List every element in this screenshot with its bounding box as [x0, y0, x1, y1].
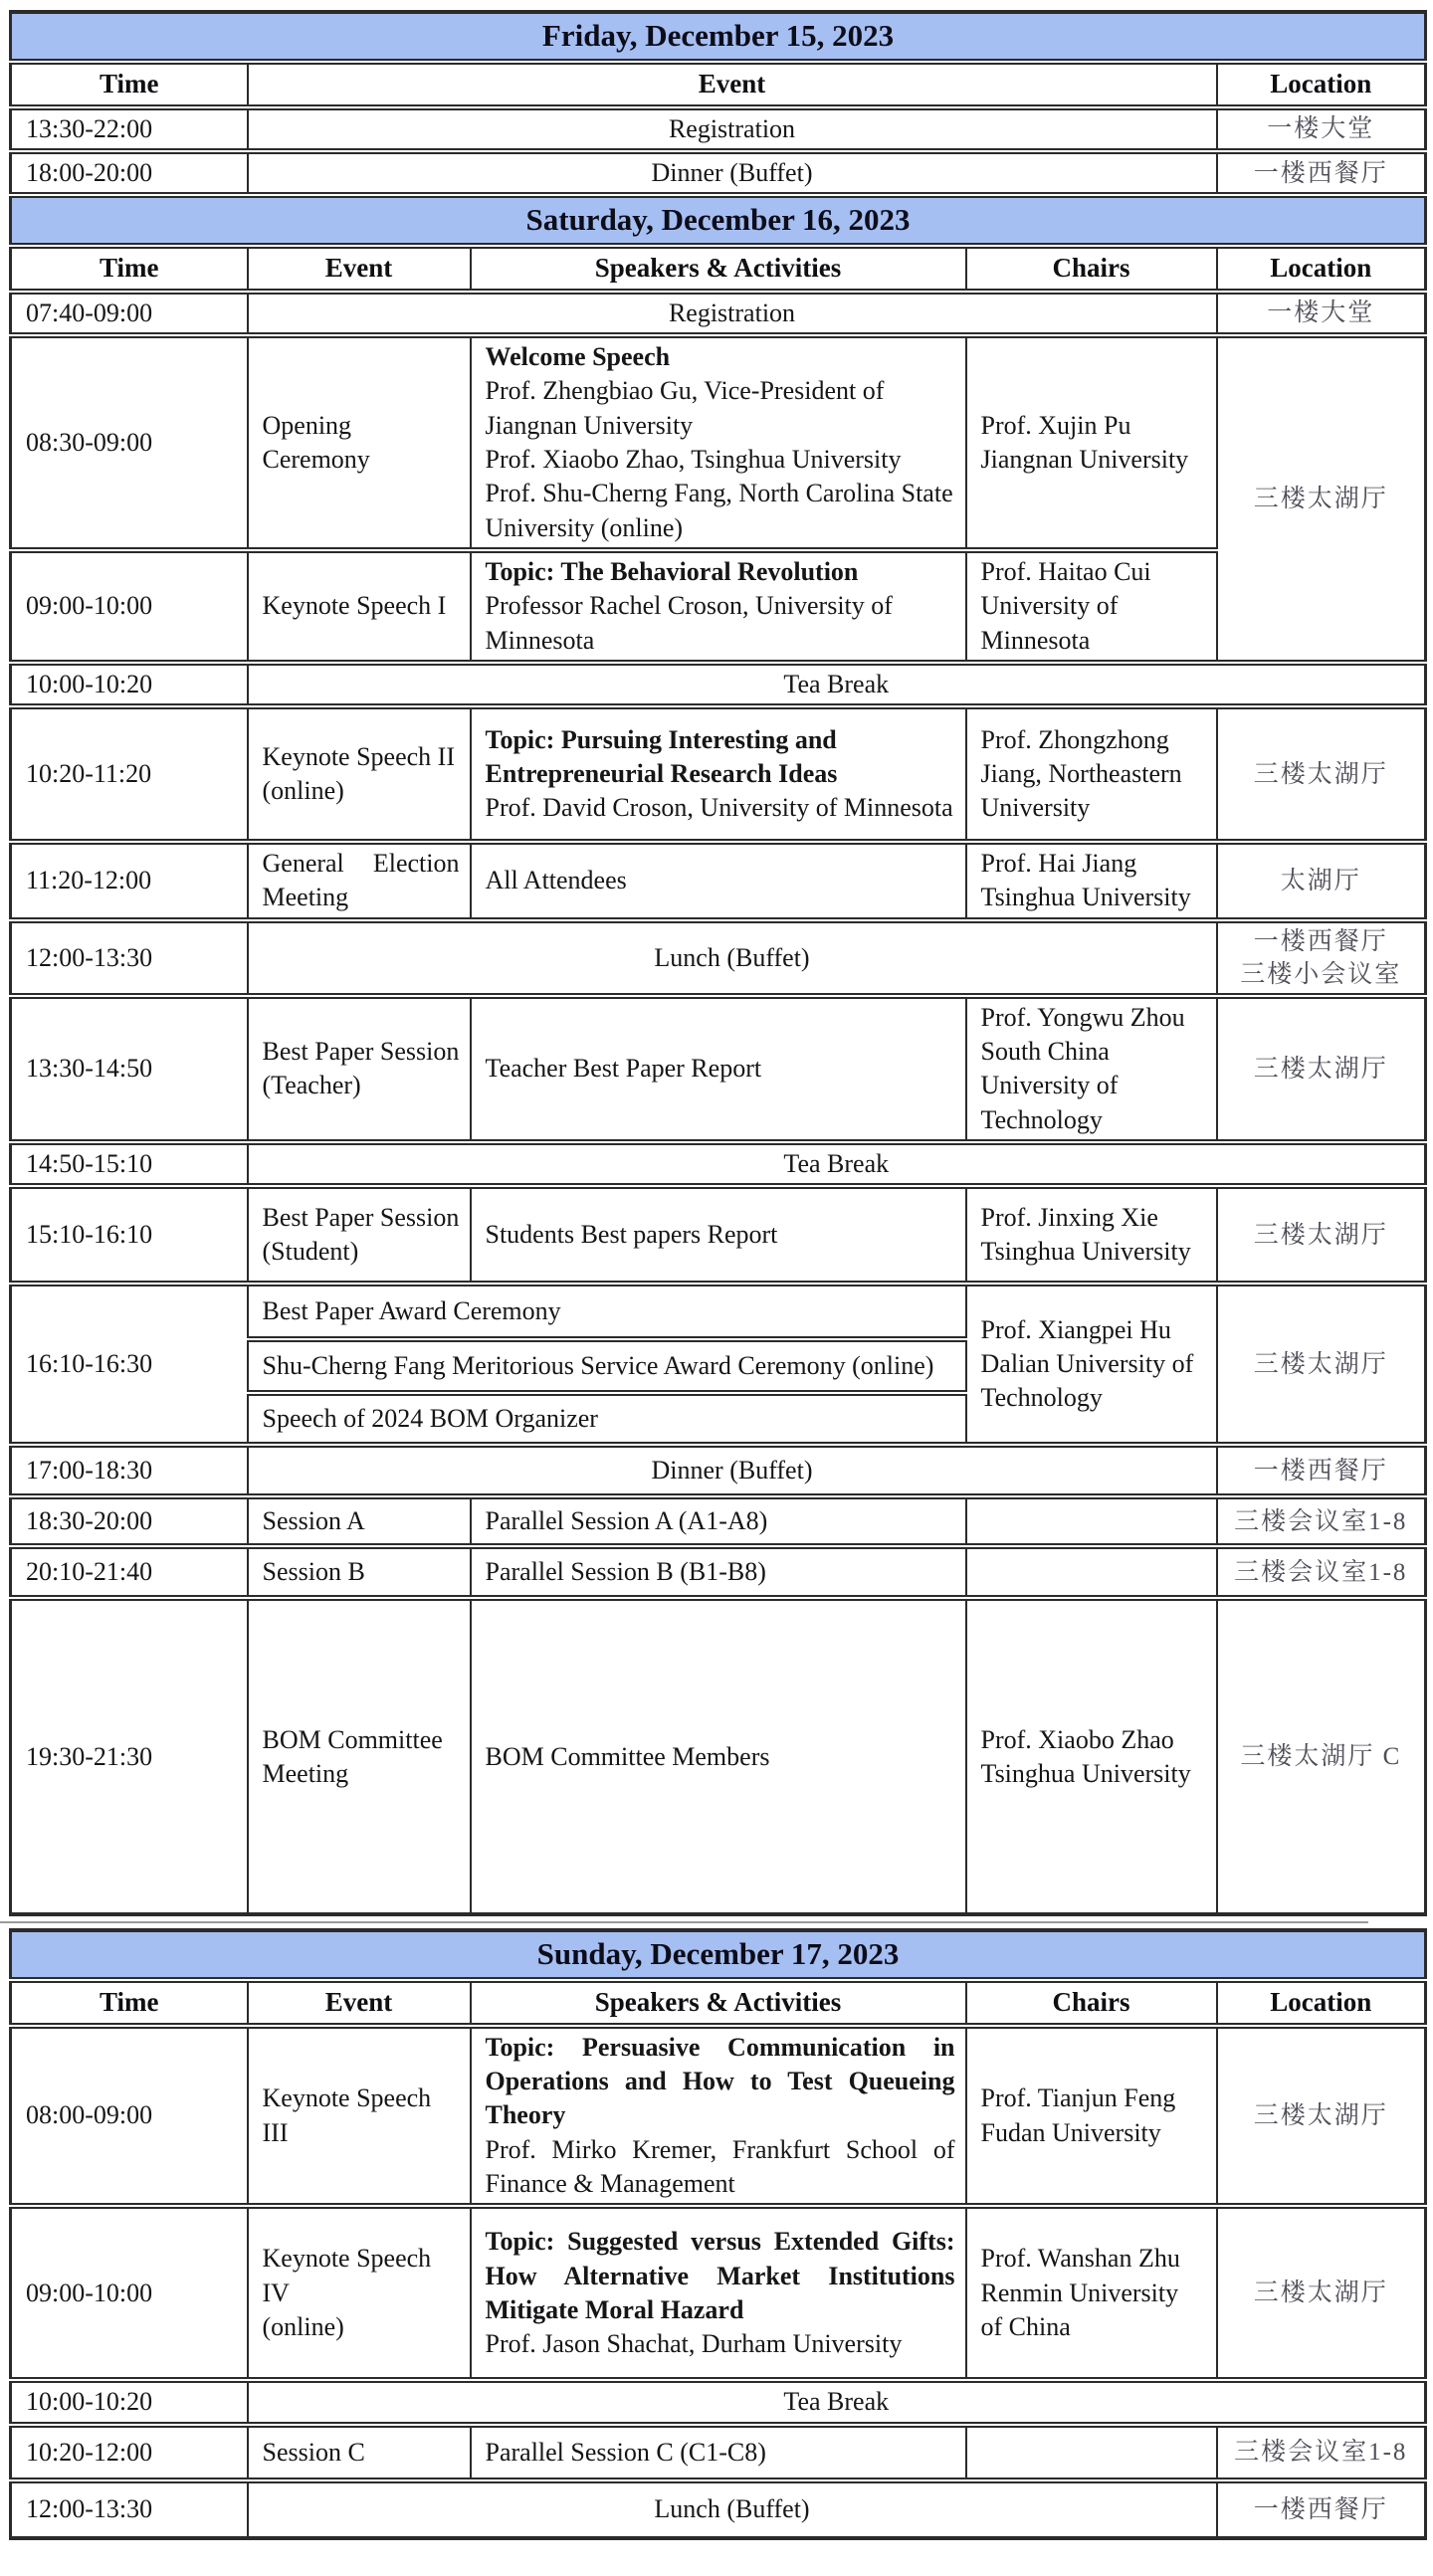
- page-break-rule: [0, 1921, 1368, 1923]
- keynote3-event: Keynote Speech III: [248, 2026, 471, 2207]
- sunday-tea-break-label: Tea Break: [248, 2380, 1426, 2424]
- saturday-col-header-chairs: Chairs: [966, 246, 1217, 292]
- sunday-lunch-location: 一楼西餐厅: [1217, 2480, 1426, 2538]
- friday-col-header-time: Time: [11, 62, 248, 107]
- page-break-gap: [0, 1916, 1433, 1928]
- sunday-day-header: Sunday, December 17, 2023: [11, 1930, 1426, 1980]
- session-a-event: Session A: [248, 1496, 471, 1546]
- keynote1-speakers: [471, 550, 966, 663]
- friday-dinner-time: 18:00-20:00: [11, 151, 248, 195]
- schedule-table-fri-sat: [9, 10, 1427, 1916]
- friday-col-header-event: Event: [248, 62, 1217, 107]
- sunday-lunch-event: Lunch (Buffet): [248, 2480, 1217, 2538]
- keynote3-time: 08:00-09:00: [11, 2026, 248, 2207]
- awards-chair: Prof. Xiangpei Hu Dalian University of Technology: [966, 1284, 1217, 1445]
- keynote4-row: [11, 2206, 1426, 2380]
- saturday-registration-event: Registration: [248, 292, 1217, 335]
- keynote4-time: 09:00-10:00: [11, 2206, 248, 2380]
- opening-ceremony-row: [11, 335, 1426, 550]
- friday-dinner-location: 一楼西餐厅: [1217, 151, 1426, 195]
- best-paper-teacher-speakers: Teacher Best Paper Report: [471, 996, 966, 1142]
- keynote4-chair: Prof. Wanshan Zhu Renmin University of China: [966, 2206, 1217, 2380]
- session-c-chair-empty: [966, 2425, 1217, 2480]
- friday-registration-event: Registration: [248, 107, 1217, 151]
- keynote2-chair: Prof. Zhongzhong Jiang, Northeastern University: [966, 706, 1217, 842]
- sunday-col-header-speakers: Speakers & Activities: [471, 1980, 966, 2026]
- tea-break-2-time: 14:50-15:10: [11, 1142, 248, 1186]
- best-paper-student-row: [11, 1186, 1426, 1284]
- tea-break-2-label: Tea Break: [248, 1142, 1426, 1186]
- award-ceremony-row-1: [11, 1284, 1426, 1339]
- saturday-lunch-row: [11, 920, 1426, 996]
- tea-break-1-label: Tea Break: [248, 663, 1426, 706]
- keynote2-row: [11, 706, 1426, 842]
- session-b-location: 三楼会议室1-8: [1217, 1546, 1426, 1598]
- keynote2-topic: Topic: Pursuing Interesting and Entrepreneurial Research Ideas: [485, 724, 838, 788]
- general-election-time: 11:20-12:00: [11, 842, 248, 920]
- sunday-tea-break-time: 10:00-10:20: [11, 2380, 248, 2424]
- sunday-tea-break-row: [11, 2380, 1426, 2424]
- general-election-location: 太湖厅: [1217, 842, 1426, 920]
- keynote3-row: [11, 2026, 1426, 2207]
- saturday-lunch-event: Lunch (Buffet): [248, 920, 1217, 996]
- keynote4-topic: Topic: Suggested versus Extended Gifts: How Alternative Market Institutions Mitigate Moral Hazard: [485, 2227, 955, 2324]
- session-c-time: 10:20-12:00: [11, 2425, 248, 2480]
- bom-committee-time: 19:30-21:30: [11, 1598, 248, 1914]
- sunday-lunch-row: [11, 2480, 1426, 2538]
- saturday-lunch-location: 一楼西餐厅 三楼小会议室: [1217, 920, 1426, 996]
- opening-speaker-2: Prof. Xiaobo Zhao, Tsinghua University: [485, 444, 902, 474]
- keynote1-speaker: Professor Rachel Croson, University of Minnesota: [485, 591, 893, 655]
- session-b-chair-empty: [966, 1546, 1217, 1598]
- bom-committee-speakers: BOM Committee Members: [471, 1598, 966, 1914]
- keynote1-time: 09:00-10:00: [11, 550, 248, 663]
- keynote3-chair: Prof. Tianjun Feng Fudan University: [966, 2026, 1217, 2207]
- keynote2-online-note: (online): [262, 776, 344, 806]
- sunday-lunch-time: 12:00-13:30: [11, 2480, 248, 2538]
- friday-dinner-event: Dinner (Buffet): [248, 151, 1217, 195]
- opening-ceremony-event: Opening Ceremony: [248, 335, 471, 550]
- friday-col-header-location: Location: [1217, 62, 1426, 107]
- general-election-chair: Prof. Hai Jiang Tsinghua University: [966, 842, 1217, 920]
- best-paper-student-event: Best Paper Session (Student): [248, 1186, 471, 1284]
- best-paper-student-location: 三楼太湖厅: [1217, 1186, 1426, 1284]
- bom-committee-row: [11, 1598, 1426, 1914]
- award-item-2: Shu-Cherng Fang Meritorious Service Award Ceremony (online): [248, 1339, 966, 1393]
- welcome-speech-title: Welcome Speech: [485, 342, 671, 371]
- general-election-speakers: All Attendees: [471, 842, 966, 920]
- sunday-col-header-location: Location: [1217, 1980, 1426, 2026]
- keynote3-speaker: Prof. Mirko Kremer, Frankfurt School of Finance & Management: [485, 2134, 955, 2199]
- keynote2-location: 三楼太湖厅: [1217, 706, 1426, 842]
- awards-location: 三楼太湖厅: [1217, 1284, 1426, 1445]
- saturday-dinner-event: Dinner (Buffet): [248, 1445, 1217, 1496]
- best-paper-student-speakers: Students Best papers Report: [471, 1186, 966, 1284]
- tea-break-1-time: 10:00-10:20: [11, 663, 248, 706]
- opening-ceremony-speakers: [471, 335, 966, 550]
- session-c-row: [11, 2425, 1426, 2480]
- opening-ceremony-time: 08:30-09:00: [11, 335, 248, 550]
- award-item-3: Speech of 2024 BOM Organizer: [248, 1393, 966, 1445]
- award-item-1: Best Paper Award Ceremony: [248, 1284, 966, 1339]
- session-a-speakers: Parallel Session A (A1-A8): [471, 1496, 966, 1546]
- tea-break-2-row: [11, 1142, 1426, 1186]
- sunday-col-header-chairs: Chairs: [966, 1980, 1217, 2026]
- keynote3-topic: Topic: Persuasive Communication in Operations and How to Test Queueing Theory: [485, 2032, 955, 2130]
- general-election-event: General Election Meeting: [248, 842, 471, 920]
- friday-registration-location: 一楼大堂: [1217, 107, 1426, 151]
- keynote1-topic: Topic: The Behavioral Revolution: [485, 556, 859, 586]
- sunday-col-header-time: Time: [11, 1980, 248, 2026]
- keynote4-online-note: (online): [262, 2312, 344, 2342]
- sunday-col-header-event: Event: [248, 1980, 471, 2026]
- keynote4-speakers: [471, 2206, 966, 2380]
- best-paper-student-time: 15:10-16:10: [11, 1186, 248, 1284]
- session-a-row: [11, 1496, 1426, 1546]
- session-b-event: Session B: [248, 1546, 471, 1598]
- keynote2-event: Keynote Speech II (online): [248, 706, 471, 842]
- session-a-time: 18:30-20:00: [11, 1496, 248, 1546]
- keynote3-location: 三楼太湖厅: [1217, 2026, 1426, 2207]
- general-election-row: [11, 842, 1426, 920]
- bom-committee-chair: Prof. Xiaobo Zhao Tsinghua University: [966, 1598, 1217, 1914]
- opening-ceremony-chair: Prof. Xujin Pu Jiangnan University: [966, 335, 1217, 550]
- keynote4-event: Keynote Speech IV (online): [248, 2206, 471, 2380]
- awards-time: 16:10-16:30: [11, 1284, 248, 1445]
- best-paper-teacher-time: 13:30-14:50: [11, 996, 248, 1142]
- best-paper-teacher-location: 三楼太湖厅: [1217, 996, 1426, 1142]
- session-a-chair-empty: [966, 1496, 1217, 1546]
- opening-keynote1-location: 三楼太湖厅: [1217, 335, 1426, 663]
- keynote1-row: [11, 550, 1426, 663]
- tea-break-1-row: [11, 663, 1426, 706]
- keynote4-speaker: Prof. Jason Shachat, Durham University: [485, 2329, 903, 2359]
- friday-dinner-row: [11, 151, 1426, 195]
- saturday-col-header-speakers: Speakers & Activities: [471, 246, 966, 292]
- opening-speaker-1: Prof. Zhengbiao Gu, Vice-President of Jiangnan University: [485, 376, 885, 440]
- saturday-dinner-row: [11, 1445, 1426, 1496]
- saturday-registration-location: 一楼大堂: [1217, 292, 1426, 335]
- friday-registration-time: 13:30-22:00: [11, 107, 248, 151]
- best-paper-teacher-row: [11, 996, 1426, 1142]
- keynote4-location: 三楼太湖厅: [1217, 2206, 1426, 2380]
- keynote2-time: 10:20-11:20: [11, 706, 248, 842]
- opening-speaker-3: Prof. Shu-Cherng Fang, North Carolina State University (online): [485, 479, 953, 542]
- session-c-speakers: Parallel Session C (C1-C8): [471, 2425, 966, 2480]
- session-a-location: 三楼会议室1-8: [1217, 1496, 1426, 1546]
- keynote3-speakers: [471, 2026, 966, 2207]
- saturday-day-header: Saturday, December 16, 2023: [11, 195, 1426, 246]
- friday-registration-row: [11, 107, 1426, 151]
- session-b-speakers: Parallel Session B (B1-B8): [471, 1546, 966, 1598]
- keynote2-speakers: [471, 706, 966, 842]
- keynote2-speaker: Prof. David Croson, University of Minnesota: [485, 793, 953, 823]
- keynote1-chair: Prof. Haitao Cui University of Minnesota: [966, 550, 1217, 663]
- saturday-registration-row: [11, 292, 1426, 335]
- session-b-time: 20:10-21:40: [11, 1546, 248, 1598]
- best-paper-student-chair: Prof. Jinxing Xie Tsinghua University: [966, 1186, 1217, 1284]
- best-paper-teacher-event: Best Paper Session (Teacher): [248, 996, 471, 1142]
- schedule-table-sunday: [9, 1928, 1427, 2539]
- session-c-event: Session C: [248, 2425, 471, 2480]
- saturday-dinner-time: 17:00-18:30: [11, 1445, 248, 1496]
- saturday-dinner-location: 一楼西餐厅: [1217, 1445, 1426, 1496]
- best-paper-teacher-chair: Prof. Yongwu Zhou South China University of Technology: [966, 996, 1217, 1142]
- saturday-col-header-time: Time: [11, 246, 248, 292]
- bom-committee-event: BOM Committee Meeting: [248, 1598, 471, 1914]
- saturday-col-header-event: Event: [248, 246, 471, 292]
- friday-day-header: Friday, December 15, 2023: [11, 12, 1426, 62]
- keynote1-event: Keynote Speech I: [248, 550, 471, 663]
- session-b-row: [11, 1546, 1426, 1598]
- bom-committee-location: 三楼太湖厅 C: [1217, 1598, 1426, 1914]
- saturday-col-header-location: Location: [1217, 246, 1426, 292]
- session-c-location: 三楼会议室1-8: [1217, 2425, 1426, 2480]
- saturday-lunch-time: 12:00-13:30: [11, 920, 248, 996]
- saturday-registration-time: 07:40-09:00: [11, 292, 248, 335]
